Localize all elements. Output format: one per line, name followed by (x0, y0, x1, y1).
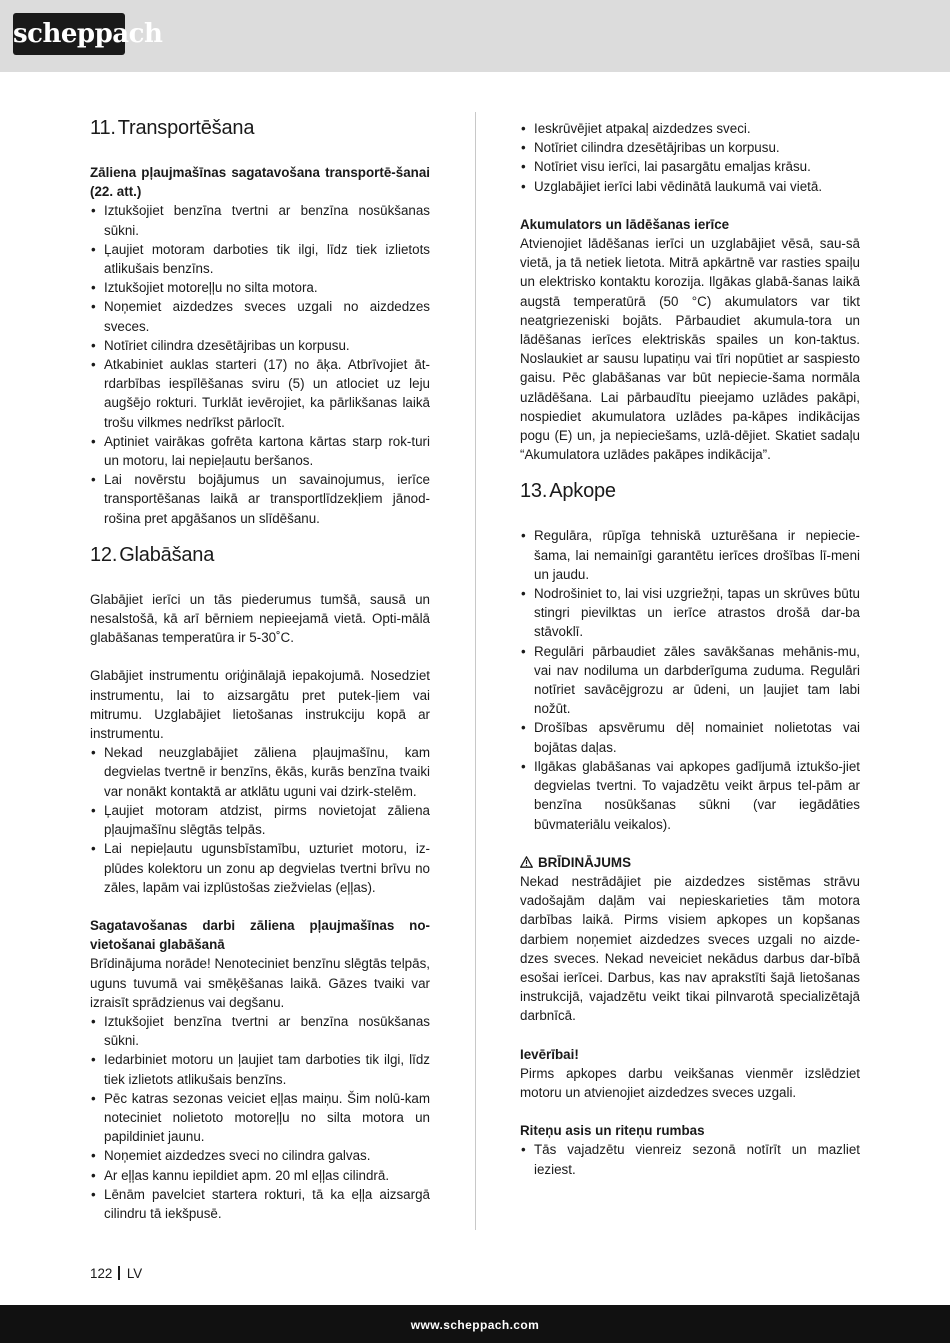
list-item: • Ilgākas glabāšanas vai apkopes gadījumā iztukšo-jiet degvielas tvertni. To vajadzētu veikt ārpus tel-pām ar benzīna nosūkšanas sūkni (var iegādāties būvmateriālu veikalos). (520, 757, 860, 834)
list-item: • Ieskrūvējiet atpakaļ aizdedzes sveci. (520, 119, 860, 138)
battery-charger-subheading: Akumulators un lādēšanas ierīce (520, 216, 730, 232)
list-item: • Pēc katras sezonas veiciet eļļas maiņu. Šim nolū-kam noteciniet nolietoto motoreļļu no silta motora un papildiniet jaunu. (90, 1089, 430, 1147)
column-divider (475, 112, 476, 1230)
list-item: • Noņemiet aizdedzes sveces uzgali no aizdedzes sveces. (90, 297, 430, 335)
section-13-heading (520, 478, 860, 504)
storage-prep-list-continued (520, 119, 860, 196)
list-item: • Iztukšojiet benzīna tvertni ar benzīna nosūkšanas sūkni. (90, 201, 430, 239)
battery-paragraph: Atvienojiet lādēšanas ierīci un uzglabājiet vēsā, sau-sā vietā, ja tā netiek lietota. Mitrā apkārtnē var rasties spaiļu un elektrisko kontaktu korozija. Ilgākas glabā-šanas laikā augstā temperatūrā (50 °C) akumulators var tikt neatgriezeniski bojāts. Pārbaudiet akumula-tora un lādēšanas ierīces elektriskās spailes un kon-taktus. Noslaukiet ar sausu lupatiņu vai tīri nopūtiet ar saspiesto gaisu. Pēc glabāšanas var būt nepiecie-šama normāla uzlādēšana. Lai pārbaudītu pieejamo uzlādes pakāpi, nospiediet akumulatora uzlādes pa-kāpes indikācijas pogu (E) un, ja nepieciešams, uzlā-dējiet. Skatiet sadaļu “Akumulatora uzlādes pakāpes indikācija”. (520, 236, 860, 463)
list-item: • Atkabiniet auklas starteri (17) no āķa. Atbrīvojiet āt-rdarbības iespīlēšanas sviru (5) un atlociet uz leju augšējo rokturi. Turklāt ievērojiet, ka pārlikšanas laikā trošu vilkmes nedrīkst pārlocīt. (90, 355, 430, 432)
brand-logo: scheppach (13, 13, 125, 55)
wheel-axle-subheading: Riteņu asis un riteņu rumbas (520, 1123, 705, 1139)
storage-prep-list (90, 1012, 430, 1223)
note-heading: Ievērībai! (520, 1046, 579, 1062)
list-item: • Lai novērstu bojājumus un savainojumus, ierīce transportēšanas laikā ar transportlīdzekļiem jānod-rošina pret apgāšanos un slīdēšanu. (90, 470, 430, 528)
list-item: • Drošības apsvērumu dēļ nomainiet nolietotas vai bojātas daļas. (520, 718, 860, 756)
warning-title: BRĪDINĀJUMS (538, 854, 631, 870)
list-item: • Ļaujiet motoram darboties tik ilgi, līdz tiek izlietots atlikušais benzīns. (90, 240, 430, 278)
warning-paragraph: Nekad nestrādājiet pie aizdedzes sistēmas strāvu vadošajām daļām vai nepieskarieties tām motora darbības laikā. Pirms visiem apkopes un kopšanas darbiem noņemiet aizdedzes sveces uzgali no aizde-dzes sveces. Nekad neveiciet nekādus darbus dar-bībā esošai ierīcei. Darbus, kas nav aprakstīti šajā lietošanas instrukcijā, vajadzētu veikt tikai pilnvarotā specializētajā darbnīcā. (520, 873, 860, 1024)
packaging-paragraph: Glabājiet instrumentu oriģinālajā iepakojumā. Nosedziet instrumentu, lai to aizsargātu pret putek-ļiem vai mitrumu. Uzglabājiet lietošanas instrukciju kopā ar instrumentu. (90, 668, 430, 742)
list-item: • Notīriet visu ierīci, lai pasargātu emaljas krāsu. (520, 157, 860, 176)
warning-heading (520, 853, 860, 872)
storage-prep-subheading: Sagatavošanas darbi zāliena pļaujmašīnas no-vietošanai glabāšanā (90, 917, 430, 953)
section-number: 13. (520, 480, 548, 503)
list-item: • Lai nepieļautu ugunsbīstamību, uzturiet motoru, iz-plūdes kolektoru un zonu ap degvielas tvertni brīvu no zāles, lapām vai izplūstošas ziežvielas (eļļas). (90, 839, 430, 897)
list-item: • Ļaujiet motoram atdzist, pirms novietojat zāliena pļaujmašīnu slēgtās telpās. (90, 801, 430, 839)
list-item: • Nekad neuzglabājiet zāliena pļaujmašīnu, kam degvielas tvertnē ir benzīns, ēkās, kurās benzīna tvaiki var nonākt kontaktā ar atklātu uguni vai dzirk-stelēm. (90, 743, 430, 801)
list-item: • Uzglabājiet ierīci labi vēdinātā laukumā vai vietā. (520, 177, 860, 196)
section-11-heading (90, 115, 430, 141)
section-title: Apkope (549, 480, 616, 503)
list-item: • Regulāra, rūpīga tehniskā uzturēšana ir nepiecie-šama, lai nemainīgi garantētu ierīces drošības lī-meni un jaudu. (520, 526, 860, 584)
transport-prep-subheading: Zāliena pļaujmašīnas sagatavošana transportē-šanai (22. att.) (90, 165, 430, 200)
list-item: • Iztukšojiet benzīna tvertni ar benzīna nosūkšanas sūkni. (90, 1012, 430, 1050)
list-item: • Ar eļļas kannu iepildiet apm. 20 ml eļļas cilindrā. (90, 1166, 430, 1185)
footer-separator (118, 1266, 120, 1280)
page-number: 122 (90, 1266, 113, 1281)
list-item: • Tās vajadzētu vienreiz sezonā notīrīt un mazliet ieziest. (520, 1140, 860, 1178)
transport-steps-list (90, 201, 430, 527)
website-url: www.scheppach.com (410, 1318, 540, 1332)
list-item: • Notīriet cilindra dzesētājribas un korpusu. (90, 336, 430, 355)
storage-paragraph: Glabājiet ierīci un tās piederumus tumšā, sausā un nesalstošā, kā arī bērniem nepieejamā vietā. Opti-mālā glabāšanas temperatūra ir 5-30˚C. (90, 591, 430, 646)
note-paragraph: Pirms apkopes darbu veikšanas vienmēr izslēdziet motoru un atvienojiet aizdedzes sveces uzgali. (520, 1065, 860, 1100)
section-title: Glabāšana (119, 543, 215, 566)
language-code: LV (126, 1266, 143, 1281)
list-item: • Aptiniet vairākas gofrēta kartona kārtas starp rok-turi un motoru, lai nepieļautu beršanos. (90, 432, 430, 470)
list-item: • Lēnām pavelciet startera rokturi, tā ka eļļa aizsargā cilindru tā iekšpusē. (90, 1185, 430, 1223)
list-item: • Regulāri pārbaudiet zāles savākšanas mehānis-mu, vai nav nodiluma un darbderīguma zuduma. Regulāri notīriet savācējgrozu ar ūdeni, un ļaujiet tam labi nožūt. (520, 642, 860, 719)
list-item: • Nodrošiniet to, lai visi uzgriežņi, tapas un skrūves būtu stingri pievilktas un ierīce atrastos drošā dar-ba stāvoklī. (520, 584, 860, 642)
warning-note-paragraph: Brīdinājuma norāde! Nenoteciniet benzīnu slēgtās telpās, uguns tuvumā vai smēķēšanas laikā. Gāzes tvaiki var izraisīt sprādzienus vai degšanu. (90, 956, 430, 1010)
section-title: Transportēšana (117, 117, 255, 139)
list-item: • Iztukšojiet motoreļļu no silta motora. (90, 278, 430, 297)
list-item: • Noņemiet aizdedzes sveci no cilindra galvas. (90, 1146, 430, 1165)
list-item: • Notīriet cilindra dzesētājribas un korpusu. (520, 138, 860, 157)
wheel-axle-list (520, 1140, 860, 1178)
warning-triangle-icon (520, 856, 533, 868)
left-column (90, 115, 430, 1223)
storage-warnings-list (90, 743, 430, 897)
section-number: 11. (90, 117, 116, 139)
page-footer (90, 1264, 142, 1283)
right-column (520, 119, 860, 1179)
section-12-heading (90, 542, 430, 568)
maintenance-list (520, 526, 860, 833)
list-item: • Iedarbiniet motoru un ļaujiet tam darboties tik ilgi, līdz tiek izlietots atlikušais benzīns. (90, 1050, 430, 1088)
section-number: 12. (90, 543, 118, 566)
